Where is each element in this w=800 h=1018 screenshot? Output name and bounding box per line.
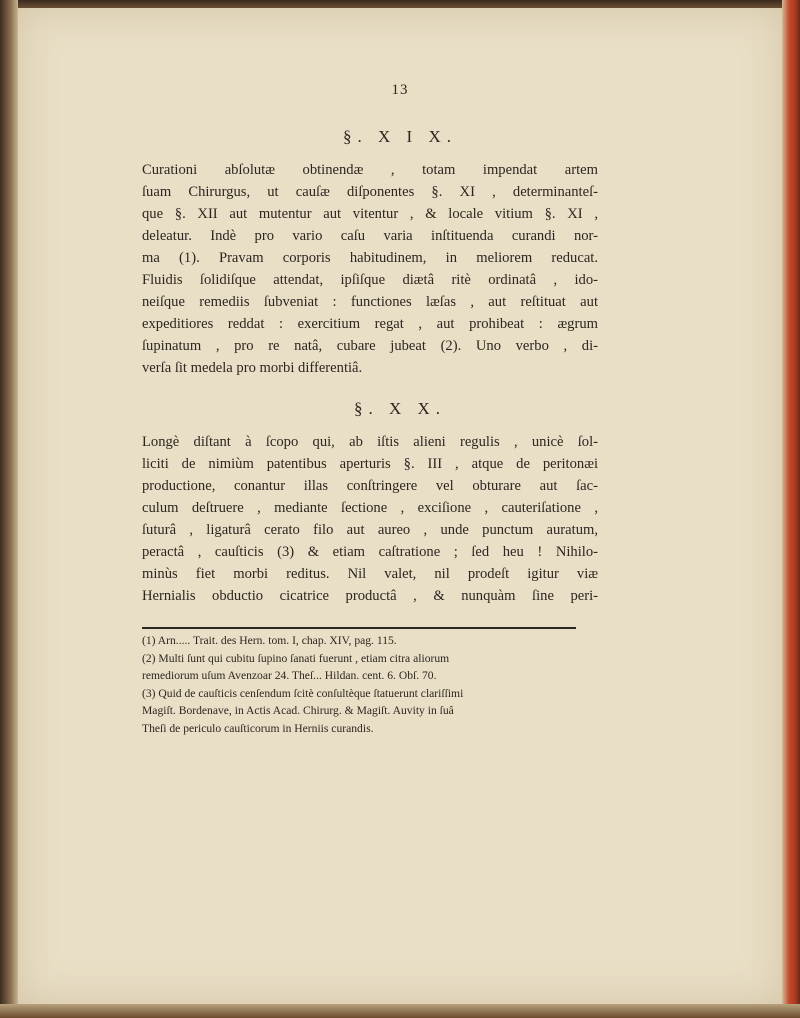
book-edge-right xyxy=(782,0,800,1018)
text-line: neiſque remediis ſubveniat : functiones læſas , aut reſtituat aut xyxy=(142,294,598,310)
footnotes xyxy=(142,632,592,737)
footnote-line: (1) Arn..... Trait. des Hern. tom. I, chap. XIV, pag. 115. xyxy=(142,634,397,647)
footnote-line: Magiſt. Bordenave, in Actis Acad. Chirurg. & Magiſt. Auvity in ſuâ xyxy=(142,704,454,717)
text-line: ſuturâ , ligaturâ cerato filo aut aureo , unde punctum auratum, xyxy=(142,522,598,538)
text-line: Fluidis ſolidiſque attendat, ipſiſque diætâ ritè ordinatâ , ido- xyxy=(142,272,598,288)
text-line: ſupinatum , pro re natâ, cubare jubeat (2). Uno verbo , di- xyxy=(142,338,598,354)
text-line: ſuam Chirurgus, ut cauſæ diſponentes §. XI , determinanteſ- xyxy=(142,184,598,200)
footnote-rule xyxy=(142,627,576,629)
text-line: peractâ , cauſticis (3) & etiam caſtratione ; ſed heu ! Nihilo- xyxy=(142,544,598,560)
text-line: minùs fiet morbi reditus. Nil valet, nil prodeſt igitur viæ xyxy=(142,566,598,582)
text-line: que §. XII aut mutentur aut vitentur , & locale vitium §. XI , xyxy=(142,206,598,222)
paragraph-xx xyxy=(142,431,598,607)
footnote-line: remediorum uſum Avenzoar 24. Theſ... Hildan. cent. 6. Obſ. 70. xyxy=(142,669,437,682)
section-heading-xix: §. X I X. xyxy=(343,127,457,146)
book-edge-bottom xyxy=(0,1004,800,1018)
text-line: Longè diſtant à ſcopo qui, ab iſtis alieni regulis , unicè ſol- xyxy=(142,434,598,450)
text-line: ma (1). Pravam corporis habitudinem, in meliorem reducat. xyxy=(142,250,598,266)
text-line: deleatur. Indè pro vario caſu varia inſtituenda curandi nor- xyxy=(142,228,598,244)
book-gutter-left xyxy=(0,0,18,1018)
text-line: Curationi abſolutæ obtinendæ , totam impendat artem xyxy=(142,162,598,178)
text-line: verſa ſit medela pro morbi differentiâ. xyxy=(142,360,363,376)
section-heading-xx: §. X X. xyxy=(353,399,447,418)
text-line: expeditiores reddat : exercitium regat , aut prohibeat : ægrum xyxy=(142,316,598,332)
footnote-line: Theſi de periculo cauſticorum in Herniis curandis. xyxy=(142,721,374,735)
page-number: 13 xyxy=(391,82,409,98)
text-line: productione, conantur illas conſtringere vel obturare aut ſac- xyxy=(142,478,598,494)
footnote-line: (3) Quid de cauſticis cenſendum ſcitè conſultèque ſtatuerunt clariſſimi xyxy=(142,686,464,700)
book-page xyxy=(18,8,782,1004)
text-line: culum deſtruere , mediante ſectione , exciſione , cauteriſatione , xyxy=(142,500,598,516)
book-edge-top xyxy=(0,0,800,8)
text-line: Hernialis obductio cicatrice productâ , & nunquàm ſine peri- xyxy=(142,588,598,604)
paragraph-xix xyxy=(142,159,598,379)
text-line: liciti de nimiùm patentibus aperturis §. III , atque de peritonæi xyxy=(142,456,598,472)
footnote-line: (2) Multi ſunt qui cubitu ſupino ſanati fuerunt , etiam citra aliorum xyxy=(142,651,450,665)
